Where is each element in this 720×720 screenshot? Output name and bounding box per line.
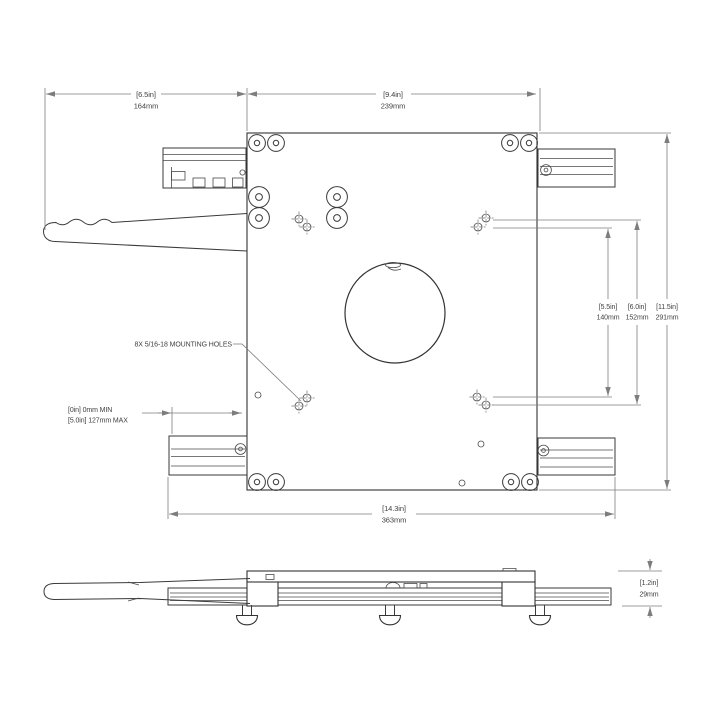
rail-bottom-right (538, 438, 615, 475)
mounting-screw (380, 605, 401, 625)
note-mounting-holes-label: 8X 5/16-18 MOUNTING HOLES (134, 341, 232, 349)
dim-side-height-mm: 29mm (639, 591, 659, 599)
dim-hole-span-outer-in: [6.0in] (627, 304, 647, 311)
note-slide-travel (68, 407, 242, 425)
dim-side-height-in: [1.2in] (639, 580, 659, 587)
dim-plate-height (656, 134, 679, 489)
rail-roller (538, 445, 549, 456)
dim-hole-span-inner (597, 229, 620, 396)
mounting-screw (530, 605, 551, 625)
dim-side-height (639, 559, 658, 618)
rail-bottom-left (169, 436, 247, 475)
dim-overall-width-mm: 363mm (381, 515, 407, 525)
dim-hole-span-outer (626, 221, 649, 404)
dim-hole-span-inner-in: [5.5in] (598, 304, 618, 311)
dim-overall-width (169, 504, 614, 525)
dim-plate-width (248, 90, 536, 111)
rail-top-right (538, 149, 615, 187)
ratchet-pin (240, 170, 245, 175)
dim-plate-width-in: [9.4in] (383, 90, 403, 99)
dim-plate-height-in: [11.5in] (656, 304, 678, 311)
handle-top-view (44, 214, 248, 252)
note-travel-min: [0in] 0mm MIN (68, 407, 113, 414)
dim-hole-span-outer-mm: 152mm (625, 314, 649, 322)
plate-side-view (247, 571, 535, 582)
dim-hole-span-inner-mm: 140mm (596, 314, 620, 322)
dim-plate-width-mm: 239mm (380, 101, 406, 111)
dim-plate-height-mm: 291mm (655, 314, 679, 322)
dim-overall-width-in: [14.3in] (382, 504, 406, 513)
mounting-screw (237, 605, 258, 625)
dim-handle-length-mm: 164mm (133, 101, 159, 111)
dim-handle-length (46, 90, 246, 111)
side-view (44, 569, 611, 625)
note-travel-max: [5.0in] 127mm MAX (68, 417, 128, 425)
latch-detail (386, 583, 427, 589)
plate-outline (247, 133, 537, 490)
carriage-block-left (247, 580, 278, 606)
carriage-block-right (502, 581, 535, 606)
top-view (44, 133, 616, 490)
handle-side-view (44, 579, 250, 604)
dim-handle-length-in: [6.5in] (136, 90, 156, 99)
rail-top-left-ratchet (163, 148, 246, 188)
